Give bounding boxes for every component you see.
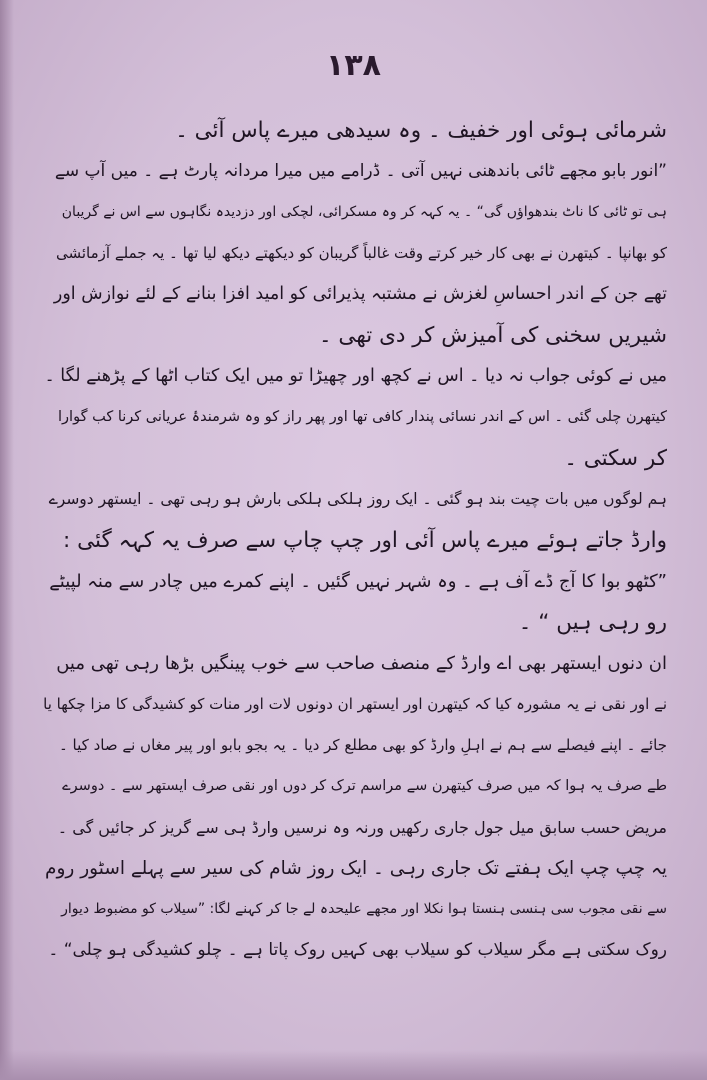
text-line: ”کٹھو بوا کا آج ڈے آف ہے ۔ وہ شہر نہیں گئیں ۔ اپنے کمرے میں چادر سے منہ لپیٹے: [49, 571, 667, 592]
page-body: [42, 110, 667, 971]
text-line: یہ چپ چپ ایک ہفتے تک جاری رہی ۔ ایک روز شام کی سیر سے پہلے اسٹور روم: [45, 858, 667, 879]
text-line: میں نے کوئی جواب نہ دیا ۔ اس نے کچھ اور چھیڑا تو میں ایک کتاب اٹھا کے پڑھنے لگا ۔: [44, 366, 667, 386]
text-line: کو بھانپا ۔ کیتھرن نے بھی کار خیر کرتے وقت غالباً گریبان کو دیکھتے دیکھ لیا تھا ۔ یہ جملے آزمائشی: [56, 244, 667, 262]
text-line: کیتھرن چلی گئی ۔ اس کے اندر نسائی پندار کافی تھا اور پھر راز کو وہ شرمندۂ عریانی کرنا کب گوارا: [58, 409, 667, 425]
text-line: جائے ۔ اپنے فیصلے سے ہم نے اہلِ وارڈ کو بھی مطلع کر دیا ۔ یہ بجو بابو اور پیر مغاں نے صاد کیا ۔: [59, 736, 667, 754]
text-line: ہم لوگوں میں بات چیت بند ہو گئی ۔ ایک روز ہلکی ہلکی بارش ہو رہی تھی ۔ ایستھر دوسرے: [48, 490, 667, 508]
text-line: مریض حسب سابق میل جول جاری رکھیں ورنہ وہ نرسیں وارڈ ہی سے گریز کر جائیں گی ۔: [57, 818, 667, 837]
text-line: شرمائی ہوئی اور خفیف ۔ وہ سیدھی میرے پاس آئی ۔: [175, 118, 667, 143]
text-line: نے اور نقی نے یہ مشورہ کیا کہ کیتھرن اور ایستھر ان دونوں لات اور منات کو کشیدگی کا مزا چکھا یا: [43, 695, 667, 713]
page-shadow-bottom: [0, 1050, 707, 1080]
text-line: ہی تو ٹائی کا ناٹ بندھواؤں گی“ ۔ یہ کہہ کر وہ مسکرائی، لچکی اور دزدیدہ نگاہوں سے اس نے گریبان: [61, 204, 667, 220]
page-shadow-left: [0, 0, 14, 1080]
text-line: کر سکتی ۔: [564, 446, 667, 471]
text-line: شیریں سخنی کی آمیزش کر دی تھی ۔: [318, 323, 667, 348]
text-line: روک سکتی ہے مگر سیلاب کو سیلاب بھی کہیں روک پاتا ہے ۔ چلو کشیدگی ہو چلی“ ۔: [48, 940, 667, 960]
text-line: وارڈ جاتے ہوئے میرے پاس آئی اور چپ چاپ سے صرف یہ کہہ گئی :: [63, 528, 667, 553]
page-number: ۱۳۸: [326, 48, 381, 83]
text-line: ان دنوں ایستھر بھی اے وارڈ کے منصف صاحب سے خوب پینگیں بڑھا رہی تھی میں: [56, 653, 667, 674]
text-line: ”انور بابو مجھے ٹائی باندھنی نہیں آتی ۔ ڈرامے میں میرا مردانہ پارٹ ہے ۔ میں آپ سے: [54, 161, 667, 181]
text-line: طے صرف یہ ہوا کہ میں صرف کیتھرن سے مراسم ترک کر دوں اور نقی صرف ایستھر سے ۔ دوسرے: [62, 778, 667, 794]
text-line: رو رہی ہیں “ ۔: [518, 610, 667, 635]
text-line: تھے جن کے اندر احساسِ لغزش نے مشتبہ پذیرائی کو امید افزا بنانے کے لئے نوازش اور: [53, 284, 667, 304]
text-line: سے نقی مجوب سی ہنسی ہنستا ہوا نکلا اور مجھے علیحدہ لے جا کر کہنے لگا: ”سیلاب کو مضبوط دیوار: [61, 901, 667, 917]
